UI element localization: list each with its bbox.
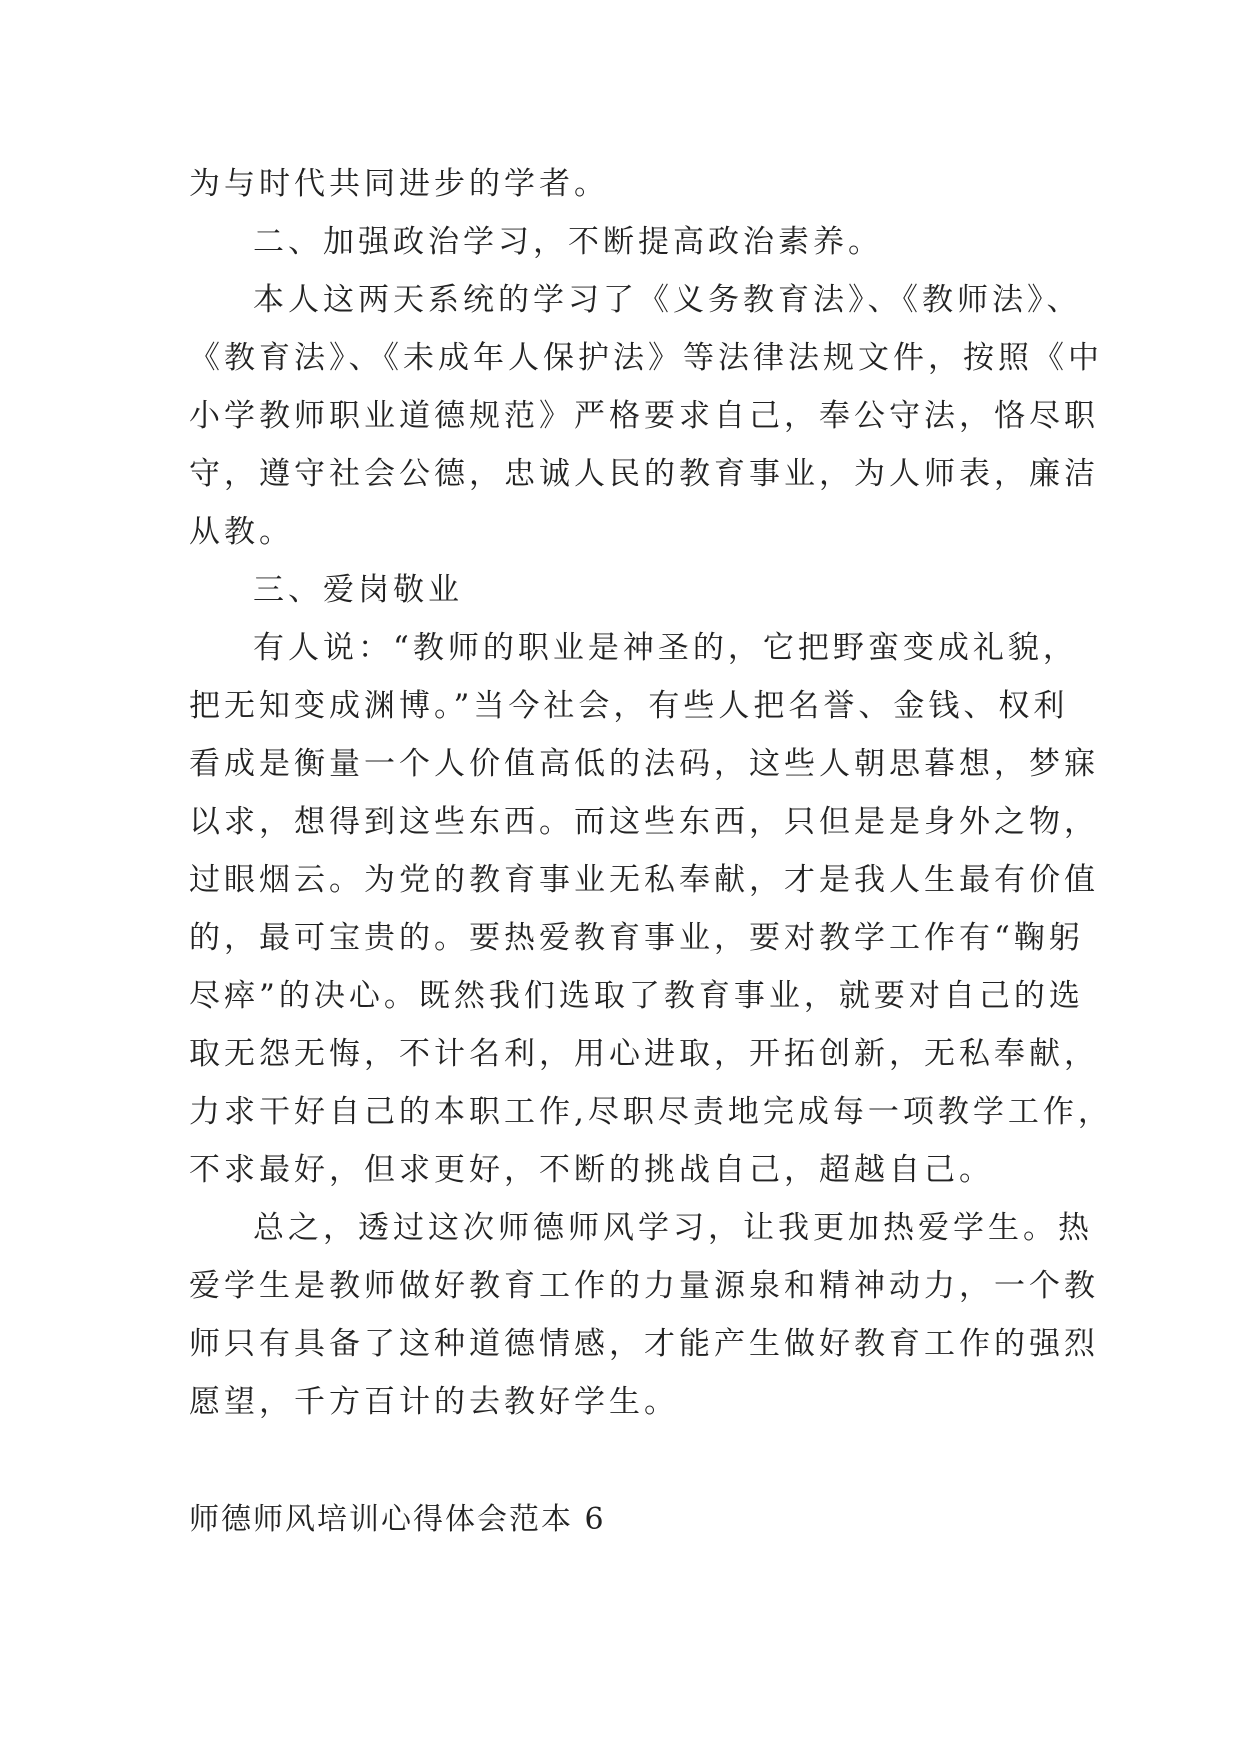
document-body [189,155,1113,1431]
text-line: 过眼烟云。为党的教育事业无私奉献，才是我人生最有价值 [189,862,1099,898]
text-line: 以求，想得到这些东西。而这些东西，只但是是身外之物， [189,804,1099,840]
text-line: 小学教师职业道德规范》严格要求自己，奉公守法，恪尽职 [189,398,1099,434]
text-line: 把无知变成渊博。”当今社会，有些人把名誉、金钱、权利 [189,688,1069,724]
section-heading: 二、加强政治学习，不断提高政治素养。 [253,224,883,260]
next-section-title: 师德师风培训心得体会范本 6 [189,1502,606,1537]
text-line: 守，遵守社会公德，忠诚人民的教育事业，为人师表，廉洁 [189,456,1099,492]
text-line: 《教育法》、《未成年人保护法》等法律法规文件，按照《中 [189,340,1103,376]
text-line: 力求干好自己的本职工作,尽职尽责地完成每一项教学工作， [189,1094,1113,1130]
text-line: 有人说：“教师的职业是神圣的，它把野蛮变成礼貌， [253,630,1078,666]
text-line: 总之，透过这次师德师风学习，让我更加热爱学生。热 [253,1210,1093,1246]
text-line: 本人这两天系统的学习了《义务教育法》、《教师法》、 [253,282,1082,318]
text-line: 为与时代共同进步的学者。 [189,166,609,202]
text-line: 不求最好，但求更好，不断的挑战自己，超越自己。 [189,1152,994,1188]
text-line: 尽瘁”的决心。既然我们选取了教育事业，就要对自己的选 [189,978,1084,1014]
text-line: 愿望，千方百计的去教好学生。 [189,1384,679,1420]
text-line: 从教。 [189,514,294,550]
text-line: 爱学生是教师做好教育工作的力量源泉和精神动力，一个教 [189,1268,1099,1304]
section-heading: 三、爱岗敬业 [253,572,463,608]
text-line: 取无怨无悔，不计名利，用心进取，开拓创新，无私奉献， [189,1036,1099,1072]
text-line: 看成是衡量一个人价值高低的法码，这些人朝思暮想，梦寐 [189,746,1099,782]
text-line: 的，最可宝贵的。要热爱教育事业，要对教学工作有“鞠躬 [189,920,1084,956]
text-line: 师只有具备了这种道德情感，才能产生做好教育工作的强烈 [189,1326,1099,1362]
